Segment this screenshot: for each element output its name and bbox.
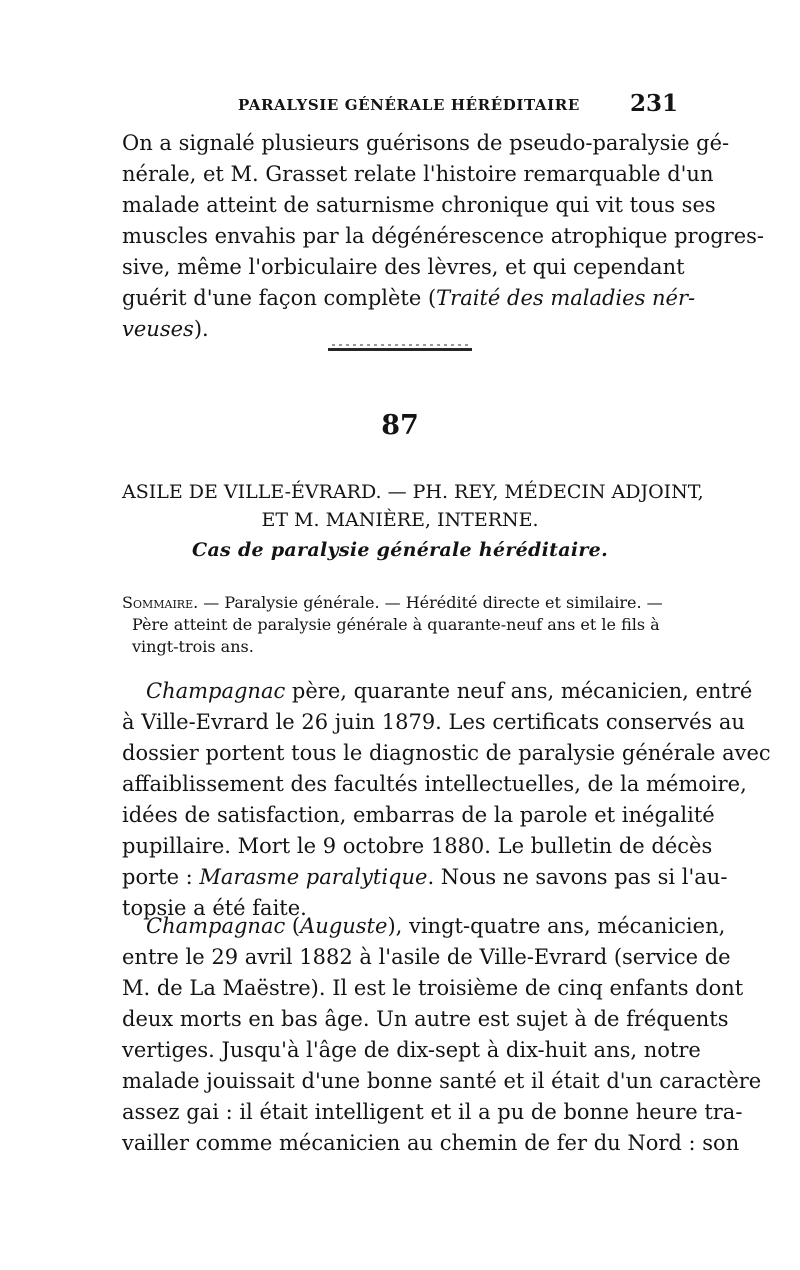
paragraph-father: [122, 676, 771, 924]
text-run: — Paralysie générale. — Hérédité directe et similaire. —: [198, 593, 663, 612]
text-line: M. de La Maëstre). Il est le troisième de cinq enfants dont: [122, 976, 744, 1000]
paragraph-intro: [122, 128, 765, 345]
text-run: père, quarante neuf ans, mécanicien, entré: [285, 679, 753, 703]
text-run: ).: [193, 317, 209, 341]
text-line: nérale, et M. Grasset relate l'histoire remarquable d'un: [122, 162, 714, 186]
text-line: idées de satisfaction, embarras de la parole et inégalité: [122, 803, 715, 827]
text-line: entre le 29 avril 1882 à l'asile de Ville-Evrard (service de: [122, 945, 731, 969]
paragraph-son: [122, 911, 762, 1159]
text-run: porte :: [122, 865, 200, 889]
summary-line: [122, 592, 678, 614]
text-line: [122, 676, 753, 707]
separator-ornament: [332, 344, 468, 346]
running-title: PARALYSIE GÉNÉRALE HÉRÉDITAIRE: [238, 96, 580, 114]
italic-name: Champagnac: [146, 679, 286, 703]
text-line: pupillaire. Mort le 9 octobre 1880. Le bulletin de décès: [122, 834, 713, 858]
text-run: (: [285, 914, 301, 938]
case-heading-line2: ET M. MANIÈRE, INTERNE.: [261, 509, 539, 531]
text-line: [122, 911, 726, 942]
text-line: muscles envahis par la dégénérescence atrophique progres-: [122, 224, 765, 248]
italic-title: Traité des maladies nér-: [436, 286, 696, 310]
text-line: deux morts en bas âge. Un autre est sujet à de fréquents: [122, 1007, 729, 1031]
summary-line: Père atteint de paralysie générale à quarante-neuf ans et le fils à: [132, 615, 660, 634]
text-line: topsie a été faite.: [122, 896, 307, 920]
summary-block: [122, 592, 678, 658]
text-line: [122, 283, 696, 314]
page-number: 231: [629, 90, 678, 117]
text-run: . Nous ne savons pas si l'au-: [427, 865, 728, 889]
text-line: vertiges. Jusqu'à l'âge de dix-sept à dix-huit ans, notre: [122, 1038, 701, 1062]
text-line: On a signalé plusieurs guérisons de pseudo-paralysie gé-: [122, 131, 730, 155]
text-line: vailler comme mécanicien au chemin de fer du Nord : son: [122, 1131, 740, 1155]
italic-title: veuses: [122, 317, 194, 341]
text-line: malade atteint de saturnisme chronique qui vit tous ses: [122, 193, 716, 217]
text-line: dossier portent tous le diagnostic de paralysie générale avec: [122, 741, 771, 765]
text-line: sive, même l'orbiculaire des lèvres, et qui cependant: [122, 255, 685, 279]
text-line: [122, 862, 728, 893]
text-line: malade jouissait d'une bonne santé et il était d'un caractère: [122, 1069, 762, 1093]
summary-label: Sommaire.: [122, 593, 199, 612]
case-heading-line1: ASILE DE VILLE-ÉVRARD. — PH. REY, MÉDECIN ADJOINT,: [122, 481, 704, 503]
separator-rule: [328, 348, 472, 351]
text-run: ), vingt-quatre ans, mécanicien,: [387, 914, 726, 938]
text-line: à Ville-Evrard le 26 juin 1879. Les certificats conservés au: [122, 710, 745, 734]
italic-diagnosis: Marasme paralytique: [199, 865, 428, 889]
italic-name: Champagnac: [146, 914, 286, 938]
summary-line: vingt-trois ans.: [132, 637, 254, 656]
case-subtitle: Cas de paralysie générale héréditaire.: [192, 539, 608, 561]
text-line: affaiblissement des facultés intellectuelles, de la mémoire,: [122, 772, 747, 796]
text-line: assez gai : il était intelligent et il a pu de bonne heure tra-: [122, 1100, 743, 1124]
italic-name: Auguste: [300, 914, 388, 938]
running-head: [118, 90, 678, 122]
case-number: 87: [381, 410, 419, 441]
text-line: [122, 314, 678, 345]
text-run: guérit d'une façon complète (: [122, 286, 437, 310]
